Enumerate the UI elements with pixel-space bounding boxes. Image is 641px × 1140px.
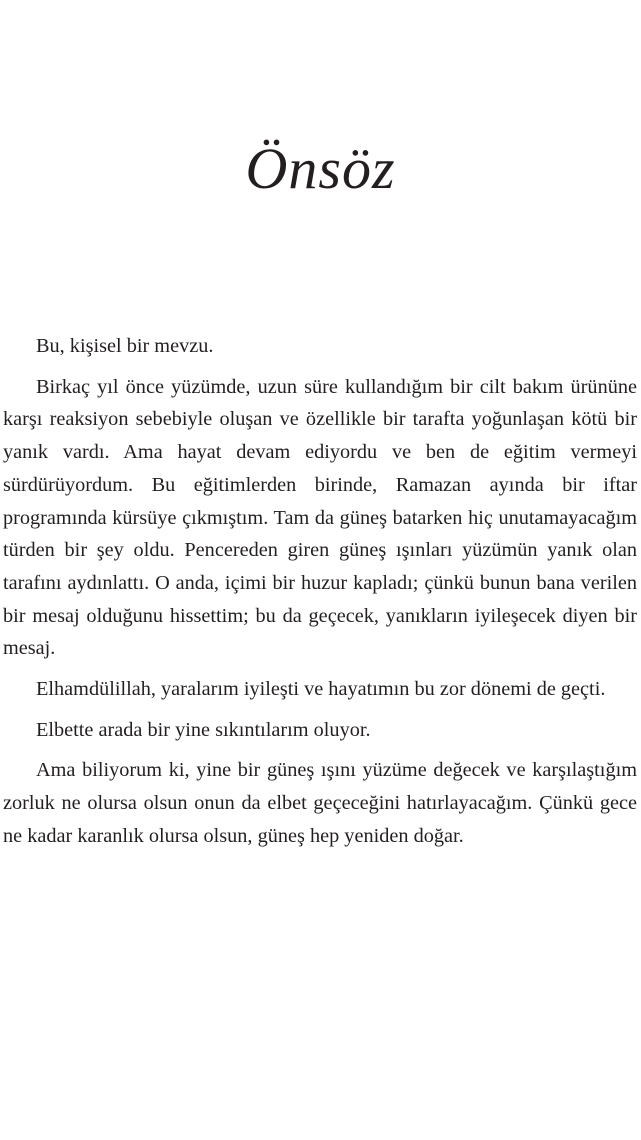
- chapter-title: Önsöz: [245, 136, 396, 201]
- paragraph-2: Birkaç yıl önce yüzümde, uzun süre kullandığım bir cilt bakım ürününe karşı reaksiyon sebebiyle oluşan ve özellikle bir tarafta yoğunlaşan kötü bir yanık vardı. Ama hayat devam ediyordu ve ben de eğitim vermeyi sürdürüyordum. Bu eğitimlerden birinde, Ramazan ayında bir iftar programında kürsüye çıkmıştım. Tam da güneş batarken hiç unutamayacağım türden bir şey oldu. Pencereden giren güneş ışınları yüzümün yanık olan tarafını aydınlattı. O anda, içimi bir huzur kapladı; çünkü bunun bana verilen bir mesaj olduğunu hissettim; bu da geçecek, yanıkların iyileşecek diyen bir mesaj.: [3, 375, 637, 660]
- paragraph-4: Elbette arada bir yine sıkıntılarım oluyor.: [36, 718, 371, 741]
- body-text: [3, 330, 637, 861]
- paragraph-5: Ama biliyorum ki, yine bir güneş ışını yüzüme değecek ve karşılaştığım zorluk ne olursa olsun onun da elbet geçeceğini hatırlayacağım. Çünkü gece ne kadar karanlık olursa olsun, güneş hep yeniden doğar.: [3, 759, 637, 847]
- paragraph-1: Bu, kişisel bir mevzu.: [36, 335, 214, 357]
- paragraph-3: Elhamdülillah, yaralarım iyileşti ve hayatımın bu zor dönemi de geçti.: [36, 678, 606, 701]
